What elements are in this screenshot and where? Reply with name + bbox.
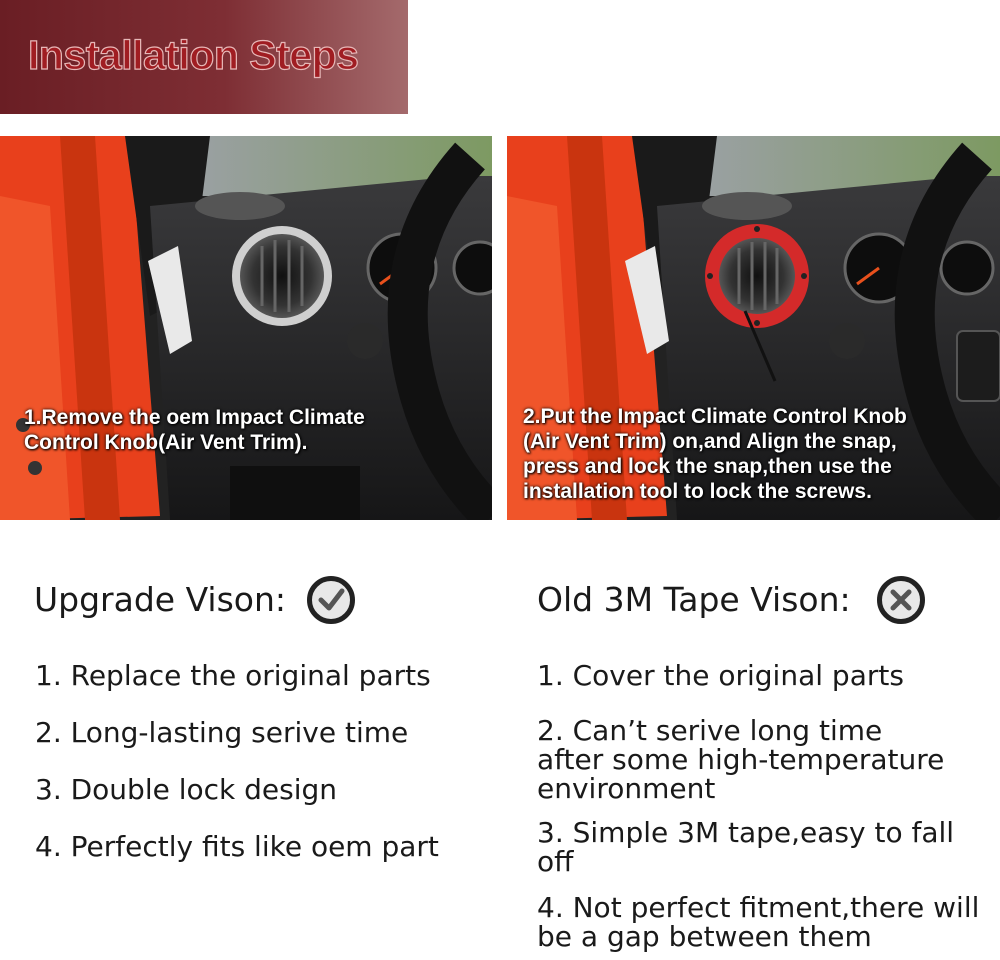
upgrade-item-3: 3. Double lock design bbox=[35, 773, 338, 806]
step-1-caption: 1.Remove the oem Impact Climate Control Knob(Air Vent Trim). bbox=[24, 406, 365, 454]
upgrade-heading: Upgrade Vison: bbox=[34, 580, 287, 619]
old-item-3: 3. Simple 3M tape,easy to fall off bbox=[537, 816, 955, 878]
cross-circle-icon bbox=[877, 576, 925, 624]
old-heading: Old 3M Tape Vison: bbox=[537, 580, 851, 619]
step-2-caption: 2.Put the Impact Climate Control Knob (Air Vent Trim) on,and Align the snap, press and lock the snap,then use the installation tool to lock the screws. bbox=[523, 405, 907, 503]
old-item-2: 2. Can’t serive long time after some high-temperature environment bbox=[537, 714, 945, 805]
old-item-4: 4. Not perfect fitment,there will be a gap between them bbox=[537, 891, 980, 953]
upgrade-item-1: 1. Replace the original parts bbox=[35, 659, 431, 692]
title-banner bbox=[0, 0, 408, 114]
upgrade-item-4: 4. Perfectly fits like oem part bbox=[35, 830, 439, 863]
check-circle-icon bbox=[307, 576, 355, 624]
step-1-photo bbox=[0, 136, 492, 520]
upgrade-item-2: 2. Long-lasting serive time bbox=[35, 716, 409, 749]
old-item-1: 1. Cover the original parts bbox=[537, 659, 904, 692]
banner-title: Installation Steps bbox=[28, 32, 359, 78]
step-2-photo bbox=[507, 136, 1000, 520]
